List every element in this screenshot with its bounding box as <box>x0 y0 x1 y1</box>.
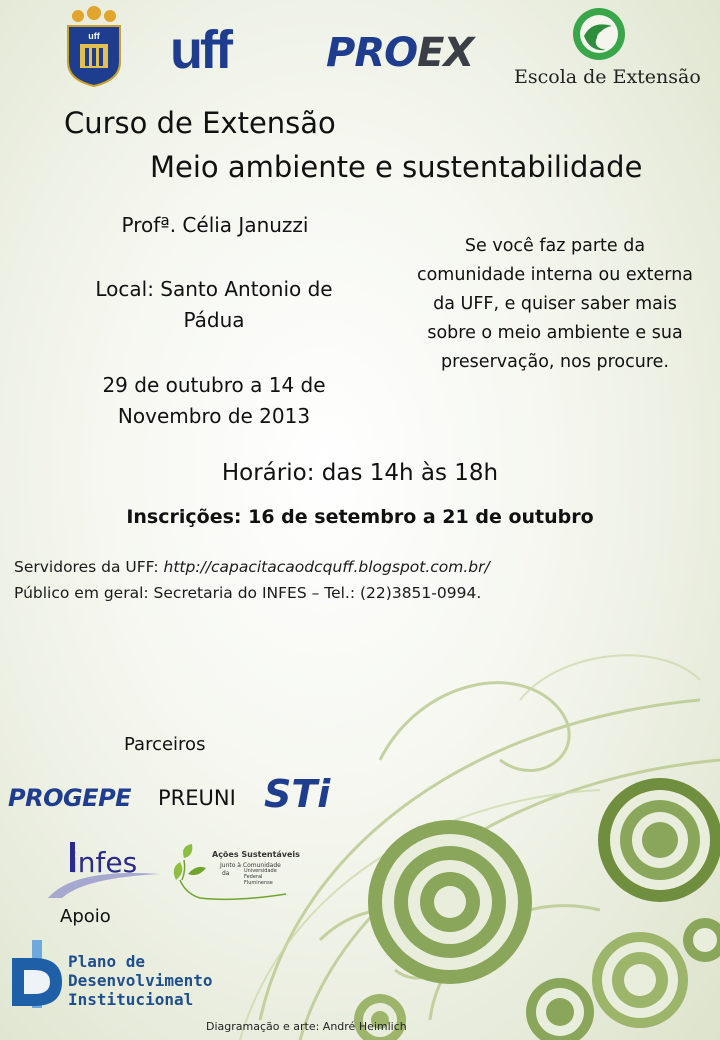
proex-logo-ex: EX <box>417 30 474 76</box>
invitation-text: Se você faz parte da comunidade interna ou externa da UFF, e quiser saber mais sobre o meio ambiente e sua preservação, nos procure. <box>416 236 694 372</box>
pdi-line-1: Plano de <box>68 952 146 971</box>
pdi-icon <box>10 940 64 1008</box>
uff-crest-logo <box>60 4 128 88</box>
partners-heading: Parceiros <box>124 734 206 755</box>
blog-link[interactable]: http://capacitacaodcquff.blogspot.com.br/ <box>163 558 490 576</box>
acoes-sustentaveis-university: Universidade Federal Fluminense <box>244 868 277 886</box>
professor-name: Profª. Célia Januzzi <box>121 213 309 237</box>
course-location: Local: Santo Antonio de Pádua <box>95 277 333 332</box>
proex-logo <box>326 30 473 76</box>
acoes-sustentaveis-subtitle: Junto à Comunidade <box>220 862 281 869</box>
acoes-sustentaveis-title: Ações Sustentáveis <box>212 850 300 859</box>
staff-contact <box>14 558 490 576</box>
staff-contact-label: Servidores da UFF: <box>14 558 164 576</box>
design-credit: Diagramação e arte: André Heimlich <box>206 1020 407 1033</box>
course-type-title: Curso de Extensão <box>64 106 336 140</box>
uff-logo-text: uff <box>170 22 230 78</box>
escola-extensao-label: Escola de Extensão <box>514 66 701 88</box>
proex-logo-pro: PRO <box>326 30 418 76</box>
course-dates: 29 de outubro a 14 de Novembro de 2013 <box>102 373 326 428</box>
uff-logo <box>170 22 282 78</box>
pdi-line-2: Desenvolvimento <box>68 971 213 990</box>
registration-period: Inscrições: 16 de setembro a 21 de outubro <box>126 506 594 528</box>
pdi-logo-text <box>68 952 213 1009</box>
course-name-title: Meio ambiente e sustentabilidade <box>150 150 643 184</box>
escola-extensao-icon <box>570 6 628 62</box>
support-heading: Apoio <box>60 906 111 927</box>
public-contact: Público em geral: Secretaria do INFES – Tel.: (22)3851-0994. <box>14 584 482 602</box>
preuni-label: PREUNI <box>158 786 236 810</box>
progepe-logo: PROGEPE <box>8 784 132 812</box>
sti-logo: STi <box>264 772 331 816</box>
course-schedule: Horário: das 14h às 18h <box>221 460 499 486</box>
infes-logo: infes <box>70 846 138 879</box>
pdi-line-3: Institucional <box>68 990 194 1009</box>
crest-text: uff <box>88 31 100 41</box>
acoes-sustentaveis-da: da <box>222 870 230 877</box>
